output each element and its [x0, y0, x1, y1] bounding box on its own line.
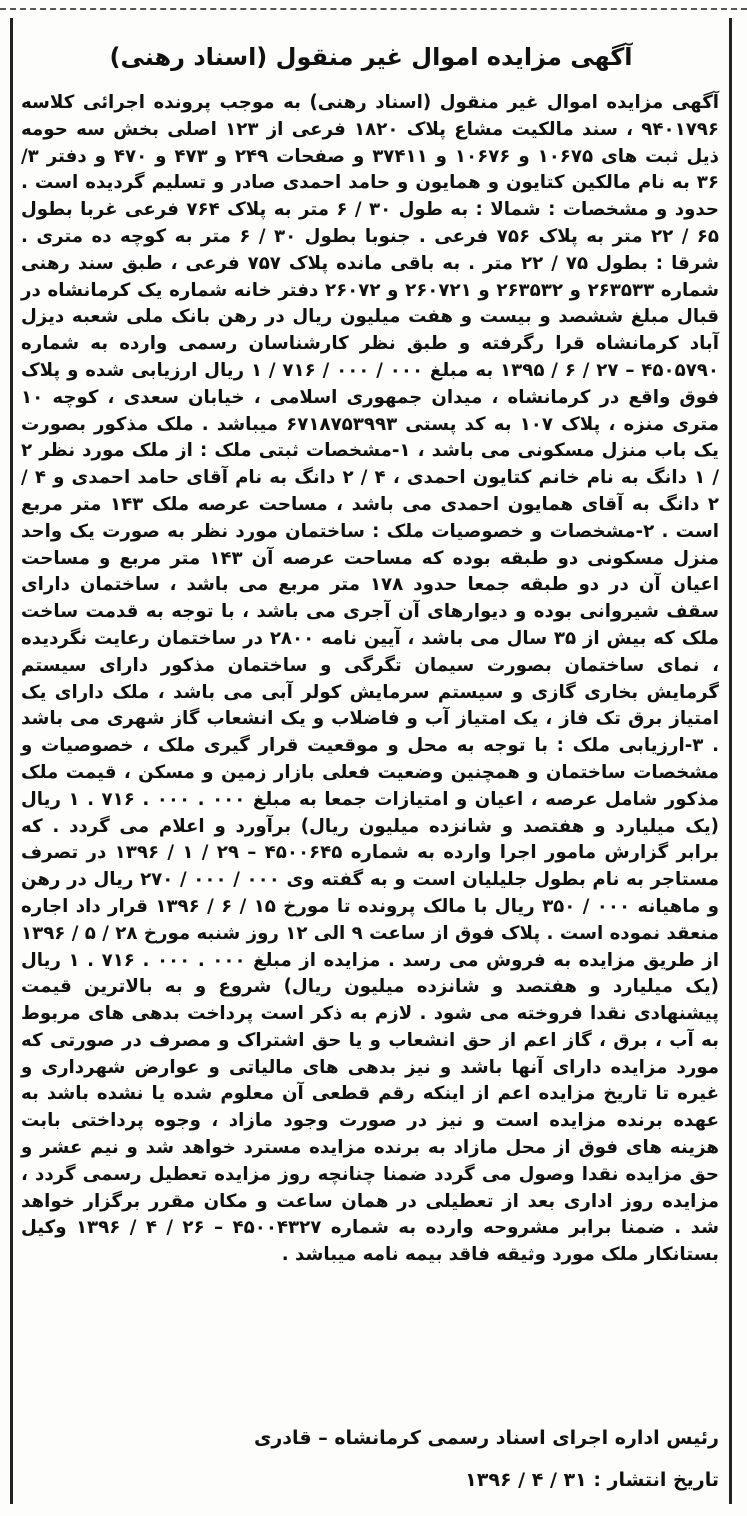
notice-signature: رئیس اداره اجرای اسناد رسمی کرمانشاه – قادری	[253, 1427, 719, 1449]
top-dashed-rule	[0, 8, 747, 10]
notice-title: آگهی مزایده اموال غیر منقول (اسناد رهنی)	[109, 43, 633, 71]
notice-frame	[10, 18, 732, 1504]
notice-body: آگهی مزایده اموال غیر منقول (اسناد رهنی) به موجب پرونده اجرائی کلاسه ۹۴۰۱۷۹۶ ، سند مالکیت مشاع پلاک ۱۸۲۰ فرعی از ۱۲۳ اصلی بخش سه حومه ذیل ثبت های ۱۰۶۷۵ و ۱۰۶۷۶ و ۳۷۴۱۱ و صفحات ۲۴۹ و ۴۷۳ و ۴۷۰ و دفتر ۳/ ۳۶ به نام مالکین کتایون و همایون و حامد احمدی صادر و تسلیم گردیده است . حدود و مشخصات : شمالا : به طول ۳۰ / ۶ متر به پلاک ۷۶۴ فرعی غربا بطول ۶۵ / ۲۲ متر به پلاک ۷۵۶ فرعی . جنوبا بطول ۳۰ / ۶ متر به کوچه ده متری . شرقا : بطول ۷۵ / ۲۲ متر . به باقی مانده پلاک ۷۵۷ فرعی ، طبق سند رهنی شماره ۲۶۳۵۳۳ و ۲۶۳۵۳۲ و ۲۶۰۷۲۱ و ۲۶۰۷۲ دفتر خانه شماره یک کرمانشاه در قبال مبلغ ششصد و بیست و هفت میلیون ریال در رهن بانک ملی شعبه دیزل آباد کرمانشاه قرا رگرفته و طبق نظر کارشناسان رسمی وارده به شماره ۴۵۰۵۷۹۰ – ۲۷ / ۶ / ۱۳۹۵ به مبلغ ۰۰۰ / ۰۰۰ / ۷۱۶ / ۱ ریال ارزیابی شده و پلاک فوق واقع در کرمانشاه ، میدان جمهوری اسلامی ، خیابان سعدی ، کوچه ۱۰ متری منزه ، پلاک ۱۰۷ به کد پستی ۶۷۱۸۷۵۳۹۹۳ میباشد . ملک مذکور بصورت یک باب منزل مسکونی می باشد ، ۱-مشخصات ثبتی ملک : از ملک مورد نظر ۲ / ۱ دانگ به نام خانم کتایون احمدی ، ۴ / ۲ دانگ به نام آقای حامد احمدی و ۴ / ۲ دانگ به آقای همایون احمدی می باشد ، مساحت عرصه ملک ۱۴۳ متر مربع است . ۲-مشخصات و خصوصیات ملک : ساختمان مورد نظر به صورت یک واحد منزل مسکونی دو طبقه بوده که مساحت عرصه آن ۱۴۳ متر مربع و مساحت اعیان آن در دو طبقه جمعا حدود ۱۷۸ متر مربع می باشد ، ساختمان دارای سقف شیروانی بوده و دیوارهای آن آجری می باشد ، با توجه به قدمت ساخت ملک که بیش از ۳۵ سال می باشد ، آیین نامه ۲۸۰۰ در ساختمان رعایت نگردیده ، نمای ساختمان بصورت سیمان تگرگی و ساختمان مذکور دارای سیستم گرمایش بخاری گازی و سیستم سرمایش کولر آبی می باشد ، ملک دارای یک امتیاز برق تک فاز ، یک امتیاز آب و فاضلاب و یک انشعاب گاز شهری می باشد . ۳-ارزیابی ملک : با توجه به محل و موقعیت قرار گیری ملک ، خصوصیات و مشخصات ساختمان و همچنین وضعیت فعلی بازار زمین و مسکن ، قیمت ملک مذکور شامل عرصه ، اعیان و امتیازات جمعا به مبلغ ۰۰۰ . ۰۰۰ . ۷۱۶ . ۱ ریال (یک میلیارد و هفتصد و شانزده میلیون ریال) برآورد و اعلام می گردد . که برابر گزارش مامور اجرا وارده به شماره ۴۵۰۰۶۴۵ – ۲۹ / ۱ / ۱۳۹۶ در تصرف مستاجر به نام بطول جلیلیان است و به گفته وی ۰۰۰ / ۰۰۰ / ۲۷۰ ریال در رهن و ماهیانه ۰۰۰ / ۳۵۰ ریال با مالک پرونده تا مورخ ۱۵ / ۶ / ۱۳۹۶ قرار داد اجاره منعقد نموده است . پلاک فوق از ساعت ۹ الی ۱۲ روز شنبه مورخ ۲۸ / ۵ / ۱۳۹۶ از طریق مزایده به فروش می رسد . مزایده از مبلغ ۰۰۰ . ۰۰۰ . ۷۱۶ . ۱ ریال (یک میلیارد و هفتصد و شانزده میلیون ریال) شروع و به بالاترین قیمت پیشنهادی نقدا فروخته می شود . لازم به ذکر است پرداخت بدهی های مربوط به آب ، برق ، گاز اعم از حق انشعاب و یا حق اشتراک و مصرف در صورتی که مورد مزایده دارای آنها باشد و نیز بدهی های مالیاتی و عوارض شهرداری و غیره تا تاریخ مزایده اعم از اینکه رقم قطعی آن معلوم شده یا نشده باشد به عهده برنده مزایده است و نیز در صورت وجود مازاد ، وجوه پرداختی بابت هزینه های فوق از محل مازاد به برنده مزایده مسترد خواهد شد و نیم عشر و حق مزایده نقدا وصول می گردد ضمنا چنانچه روز مزایده تعطیل رسمی گردد ، مزایده روز اداری بعد از تعطیلی در همان ساعت و مکان مقرر برگزار خواهد شد . ضمنا برابر مشروحه وارده به شماره ۴۵۰۰۴۳۲۷ – ۲۶ / ۴ / ۱۳۹۶ وکیل بستانکار ملک مورد وثیقه فاقد بیمه نامه میباشد .	[21, 92, 720, 1266]
publication-date: تاریخ انتشار : ۳۱ / ۴ / ۱۳۹۶	[465, 1469, 719, 1491]
